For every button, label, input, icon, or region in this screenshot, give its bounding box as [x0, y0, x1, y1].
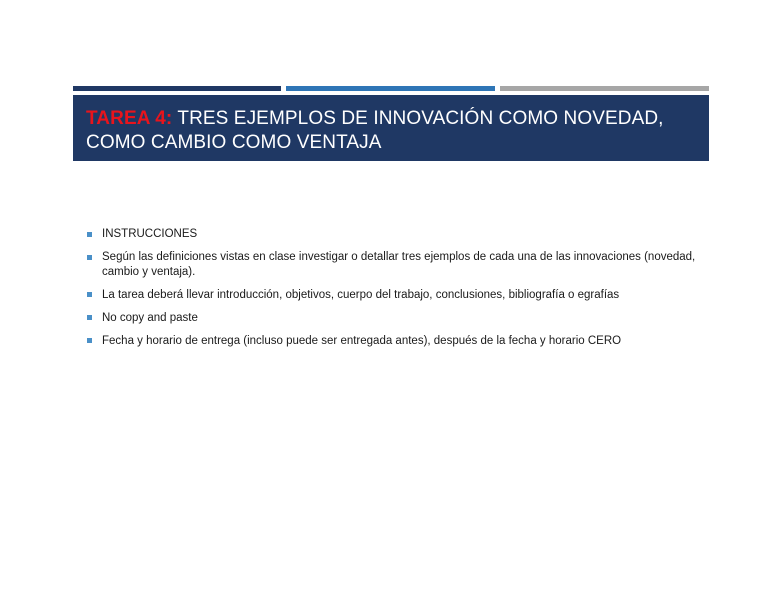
square-bullet-icon [87, 338, 92, 343]
bullet-item-instrucciones [87, 227, 707, 242]
slide-title [86, 107, 697, 155]
accent-bar-mid-blue [286, 86, 495, 91]
title-band [73, 95, 709, 161]
accent-bar-dark-blue [73, 86, 281, 91]
bullet-text: Fecha y horario de entrega (incluso puede ser entregada antes), después de la fecha y horario CERO [102, 334, 622, 347]
square-bullet-icon [87, 292, 92, 297]
bullet-text: Según las definiciones vistas en clase investigar o detallar tres ejemplos de cada una de las innovaciones (novedad, cambio y ventaja). [102, 251, 696, 278]
bullet-item-fecha [87, 334, 707, 349]
bullet-text: No copy and paste [102, 311, 198, 324]
bullet-text: La tarea deberá llevar introducción, objetivos, cuerpo del trabajo, conclusiones, bibliografía o egrafías [102, 288, 620, 301]
title-main: TRES EJEMPLOS DE INNOVACIÓN COMO NOVEDAD, COMO CAMBIO COMO VENTAJA [86, 108, 664, 153]
title-prefix: TAREA 4: [86, 108, 173, 129]
bullet-text: INSTRUCCIONES [102, 228, 198, 240]
bullet-item-definiciones [87, 250, 707, 279]
square-bullet-icon [87, 232, 92, 237]
accent-bar-gray [500, 86, 709, 91]
bullet-list [87, 227, 707, 348]
bullet-item-estructura [87, 288, 707, 303]
square-bullet-icon [87, 315, 92, 320]
bullet-item-no-copy [87, 311, 707, 326]
accent-bars [73, 86, 709, 91]
slide-content [87, 227, 707, 357]
square-bullet-icon [87, 255, 92, 260]
